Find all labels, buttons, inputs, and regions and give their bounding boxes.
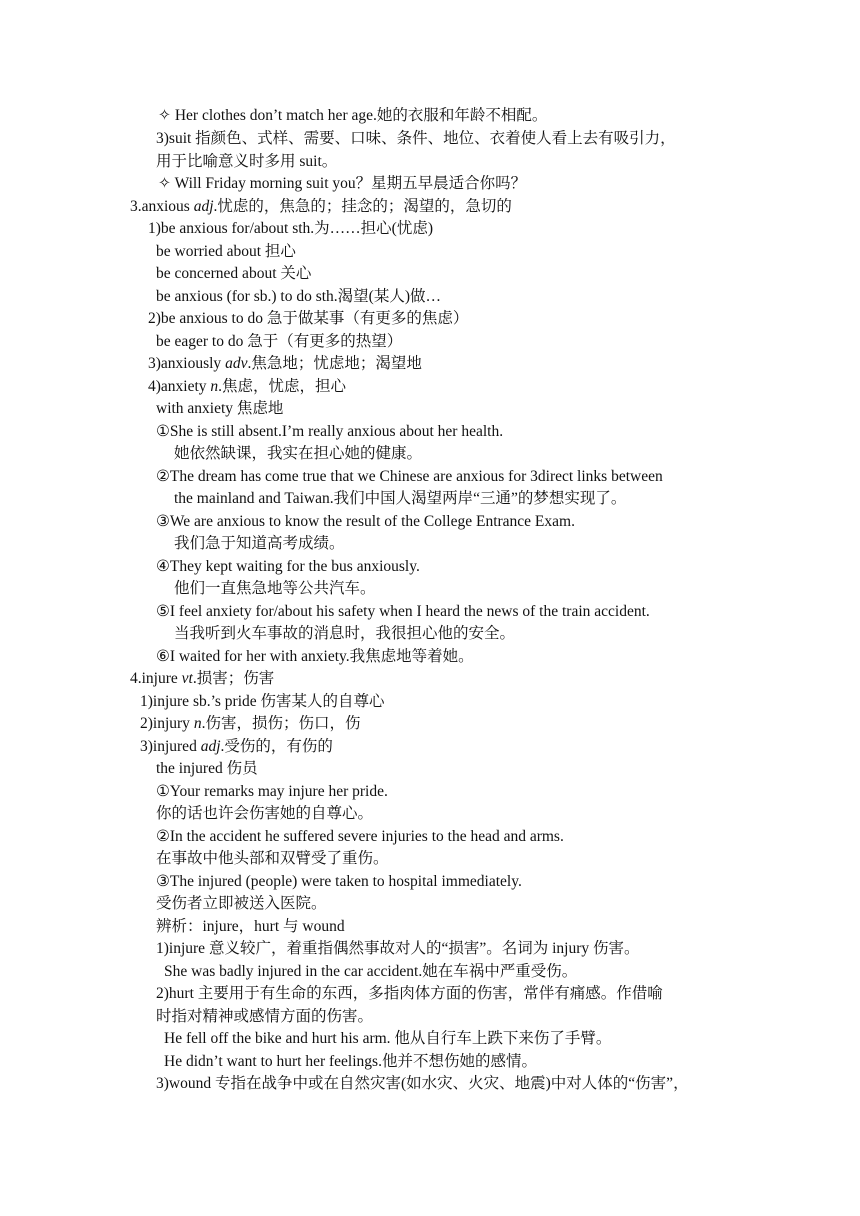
sub-point: 1)injure sb.’s pride 伤害某人的自尊心 bbox=[140, 693, 385, 710]
sub-point: 3)anxiously adv.焦急地；忧虑地；渴望地 bbox=[148, 355, 422, 372]
example-sentence: He fell off the bike and hurt his arm. 他从自行车上跌下来伤了手臂。 bbox=[164, 1030, 612, 1047]
sub-point: 2)injury n.伤害，损伤；伤口，伤 bbox=[140, 715, 361, 732]
comparison-continuation: 时指对精神或感情方面的伤害。 bbox=[156, 1008, 374, 1025]
example-sentence: ①She is still absent.I’m really anxious about her health. bbox=[156, 423, 504, 440]
sub-point-continuation: 用于比喻意义时多用 suit。 bbox=[156, 153, 338, 170]
example-continuation: the mainland and Taiwan.我们中国人渴望两岸“三通”的梦想实现了。 bbox=[174, 490, 627, 507]
phrase: the injured 伤员 bbox=[156, 760, 258, 777]
example-translation: 在事故中他头部和双臂受了重伤。 bbox=[156, 850, 389, 867]
heading-injure: 4.injure vt.损害；伤害 bbox=[130, 670, 275, 687]
comparison-point: 2)hurt 主要用于有生命的东西，多指肉体方面的伤害，常伴有痛感。作借喻 bbox=[156, 985, 663, 1002]
bullet-example: ✧ Her clothes don’t match her age.她的衣服和年龄不相配。 bbox=[158, 107, 548, 124]
example-sentence: ⑥I waited for her with anxiety.我焦虑地等着她。 bbox=[156, 648, 474, 665]
phrase: be worried about 担心 bbox=[156, 243, 296, 260]
bullet-example: ✧ Will Friday morning suit you？星期五早晨适合你吗？ bbox=[158, 175, 527, 192]
comparison-heading: 辨析：injure，hurt 与 wound bbox=[156, 918, 345, 935]
example-translation: 你的话也许会伤害她的自尊心。 bbox=[156, 805, 374, 822]
example-translation: 我们急于知道高考成绩。 bbox=[174, 535, 345, 552]
example-sentence: She was badly injured in the car accident.她在车祸中严重受伤。 bbox=[164, 963, 578, 980]
example-sentence: ②The dream has come true that we Chinese are anxious for 3direct links between bbox=[156, 468, 663, 485]
phrase: with anxiety 焦虑地 bbox=[156, 400, 284, 417]
example-sentence: ①Your remarks may injure her pride. bbox=[156, 783, 388, 800]
phrase: be anxious (for sb.) to do sth.渴望(某人)做… bbox=[156, 288, 441, 305]
example-translation: 他们一直焦急地等公共汽车。 bbox=[174, 580, 376, 597]
sub-point: 4)anxiety n.焦虑，忧虑，担心 bbox=[148, 378, 347, 395]
example-sentence: ④They kept waiting for the bus anxiously. bbox=[156, 558, 420, 575]
heading-anxious: 3.anxious adj.忧虑的，焦急的；挂念的；渴望的，急切的 bbox=[130, 198, 512, 215]
comparison-point: 1)injure 意义较广，着重指偶然事故对人的“损害”。名词为 injury 伤害。 bbox=[156, 940, 640, 957]
sub-point: 3)suit 指颜色、式样、需要、口味、条件、地位、衣着使人看上去有吸引力， bbox=[156, 130, 676, 147]
sub-point: 1)be anxious for/about sth.为……担心(忧虑) bbox=[148, 220, 433, 237]
example-translation: 受伤者立即被送入医院。 bbox=[156, 895, 327, 912]
example-sentence: He didn’t want to hurt her feelings.他并不想伤她的感情。 bbox=[164, 1053, 537, 1070]
example-translation: 当我听到火车事故的消息时，我很担心他的安全。 bbox=[174, 625, 516, 642]
sub-point: 2)be anxious to do 急于做某事（有更多的焦虑） bbox=[148, 310, 469, 327]
example-sentence: ⑤I feel anxiety for/about his safety when I heard the news of the train accident. bbox=[156, 603, 650, 620]
sub-point: 3)injured adj.受伤的，有伤的 bbox=[140, 738, 333, 755]
example-sentence: ③We are anxious to know the result of the College Entrance Exam. bbox=[156, 513, 575, 530]
example-sentence: ③The injured (people) were taken to hospital immediately. bbox=[156, 873, 522, 890]
example-translation: 她依然缺课，我实在担心她的健康。 bbox=[174, 445, 423, 462]
comparison-point: 3)wound 专指在战争中或在自然灾害(如水灾、火灾、地震)中对人体的“伤害”， bbox=[156, 1075, 689, 1092]
phrase: be concerned about 关心 bbox=[156, 265, 312, 282]
example-sentence: ②In the accident he suffered severe injuries to the head and arms. bbox=[156, 828, 564, 845]
phrase: be eager to do 急于（有更多的热望） bbox=[156, 333, 403, 350]
